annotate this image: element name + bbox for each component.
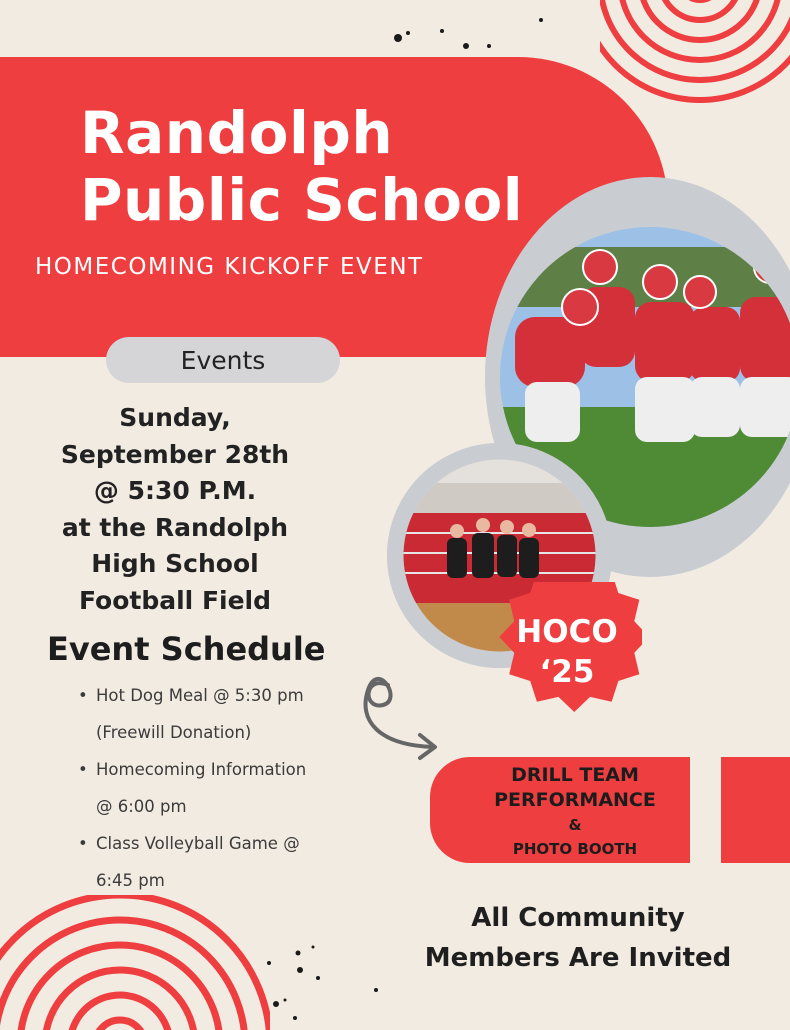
drill-line: PERFORMANCE — [494, 789, 656, 811]
event-detail-line: High School — [91, 549, 259, 578]
badge-text-line2: ‘25 — [539, 654, 595, 690]
community-line: Members Are Invited — [424, 943, 732, 973]
community-invite — [410, 898, 746, 978]
schedule-item-line: (Freewill Donation) — [96, 723, 252, 742]
concentric-arcs-top-right — [600, 0, 790, 120]
drill-team-accent-block — [721, 757, 790, 863]
schedule-title: Event Schedule — [47, 630, 326, 668]
schedule-item-line: 6:45 pm — [96, 871, 165, 890]
schedule-item — [78, 825, 340, 899]
community-line: All Community — [471, 903, 685, 933]
schedule-item — [78, 751, 340, 825]
drill-line: DRILL TEAM — [511, 764, 639, 786]
curly-arrow-icon — [358, 665, 448, 775]
hoco-badge — [492, 582, 642, 732]
schedule-list — [78, 677, 340, 899]
events-label-pill — [106, 337, 340, 383]
schedule-item-line: • Hot Dog Meal @ 5:30 pm — [96, 686, 304, 705]
schedule-item-line: @ 6:00 pm — [96, 797, 187, 816]
schedule-item-line: • Homecoming Information — [96, 760, 307, 779]
concentric-arcs-bottom-left — [0, 895, 270, 1030]
events-label: Events — [180, 345, 266, 375]
schedule-item-line: • Class Volleyball Game @ — [96, 834, 300, 853]
event-subtitle: HOMECOMING KICKOFF EVENT — [35, 254, 424, 280]
schedule-item — [78, 677, 340, 751]
event-detail-line: September 28th — [60, 439, 290, 469]
event-date-location — [20, 400, 330, 619]
drill-team-text — [460, 763, 690, 861]
event-detail-line: Football Field — [78, 585, 272, 615]
event-detail-line: at the Randolph — [61, 512, 289, 542]
event-detail-line: Sunday, — [119, 403, 231, 432]
event-detail-line: @ 5:30 P.M. — [93, 476, 257, 505]
badge-text-line1: HOCO — [516, 614, 618, 650]
drill-line: PHOTO BOOTH — [512, 840, 638, 858]
school-title-line2: Public School — [80, 166, 524, 234]
school-title-line1: Randolph — [80, 99, 394, 167]
drill-line: & — [568, 816, 582, 834]
